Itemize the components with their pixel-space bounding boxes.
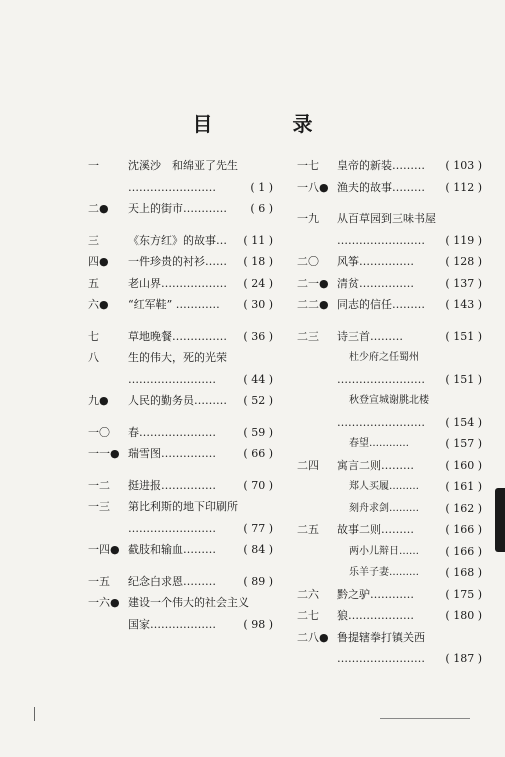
- entry-number: 一八●: [297, 180, 329, 194]
- toc-entry[interactable]: [88, 518, 273, 540]
- toc-entry[interactable]: [297, 519, 482, 541]
- scan-bottom-line: [380, 718, 470, 719]
- entry-number: 二〇: [297, 255, 319, 268]
- entry-title: 草地晚餐……………: [128, 329, 227, 343]
- entry-title: 故事二则………: [337, 523, 414, 536]
- entry-title: 沈溪沙 和绵亚了先生: [128, 159, 238, 172]
- entry-subtitle: 郑人买履………: [349, 481, 419, 492]
- toc-entry[interactable]: [297, 562, 482, 584]
- entry-title: ……………………: [337, 652, 425, 665]
- entry-page-number: ( 36 ): [243, 329, 273, 343]
- page-title: 目 录: [192, 112, 343, 136]
- toc-entry[interactable]: [297, 498, 482, 520]
- entry-title: 清贫……………: [337, 276, 414, 290]
- entry-page-number: ( 128 ): [445, 255, 482, 268]
- toc-entry[interactable]: [88, 443, 273, 465]
- entry-page-number: ( 143 ): [445, 298, 482, 311]
- entry-page-number: ( 137 ): [445, 276, 482, 290]
- entry-title: “红军鞋” …………: [128, 298, 220, 311]
- entry-title: 鲁提辖拳打镇关西: [337, 630, 425, 644]
- toc-entry[interactable]: [88, 369, 273, 391]
- entry-title: 寓言二则………: [337, 458, 414, 472]
- entry-title: 建设一个伟大的社会主义: [128, 596, 249, 609]
- entry-title: 一件珍贵的衬衫……: [128, 255, 227, 268]
- entry-title: 渔夫的故事………: [337, 180, 425, 194]
- toc-entry[interactable]: [88, 496, 273, 518]
- entry-subtitle: 两小儿辩日……: [349, 545, 419, 557]
- section-gap: [88, 220, 273, 230]
- entry-page-number: ( 112 ): [445, 180, 482, 194]
- entry-number: 二四: [297, 458, 319, 472]
- entry-subtitle: 秋登宣城谢朓北楼: [349, 395, 429, 406]
- toc-entry[interactable]: [297, 230, 482, 252]
- toc-entry[interactable]: [88, 539, 273, 561]
- toc-entry[interactable]: [297, 412, 482, 434]
- entry-page-number: ( 30 ): [243, 298, 273, 311]
- toc-entry[interactable]: [88, 422, 273, 444]
- entry-page-number: ( 6 ): [250, 202, 273, 215]
- entry-title: 生的伟大，死的光荣: [128, 351, 227, 364]
- entry-number: 一六●: [88, 596, 120, 609]
- entry-number: 一七: [297, 159, 319, 172]
- entry-page-number: ( 84 ): [243, 543, 273, 556]
- toc-entry[interactable]: [297, 177, 482, 199]
- entry-page-number: ( 52 ): [243, 394, 273, 407]
- toc-entry[interactable]: [88, 571, 273, 593]
- entry-title: ……………………: [337, 415, 425, 429]
- entry-title: 《东方红》的故事…: [128, 233, 227, 247]
- toc-entry[interactable]: [88, 251, 273, 273]
- entry-page-number: ( 44 ): [243, 372, 273, 386]
- entry-number: 一九: [297, 212, 319, 225]
- entry-title: 老山界………………: [128, 276, 227, 290]
- entry-page-number: ( 151 ): [445, 372, 482, 386]
- entry-title: 同志的信任………: [337, 298, 425, 311]
- toc-entry[interactable]: [297, 294, 482, 316]
- toc-entry[interactable]: [297, 605, 482, 627]
- entry-number: 一〇: [88, 425, 110, 439]
- entry-page-number: ( 77 ): [243, 521, 273, 535]
- entry-number: 三: [88, 233, 99, 247]
- entry-page-number: ( 98 ): [243, 617, 273, 631]
- entry-title: 从百草园到三味书屋: [337, 212, 436, 225]
- entry-number: 二七: [297, 609, 319, 622]
- section-gap: [297, 316, 482, 326]
- toc-right-column: [297, 155, 482, 670]
- toc-entry[interactable]: [88, 273, 273, 295]
- entry-number: 二八●: [297, 630, 329, 644]
- scan-corner-mark: [34, 707, 35, 721]
- entry-number: 一二: [88, 478, 110, 492]
- toc-entry[interactable]: [297, 476, 482, 498]
- entry-title: 狼………………: [337, 609, 414, 622]
- entry-number: 二五: [297, 523, 319, 536]
- toc-entry[interactable]: [297, 584, 482, 606]
- entry-subtitle: 乐羊子妻………: [349, 567, 419, 578]
- entry-title: 黔之驴…………: [337, 587, 414, 601]
- entry-page-number: ( 119 ): [445, 233, 482, 247]
- section-gap: [88, 561, 273, 571]
- entry-page-number: ( 70 ): [243, 478, 273, 492]
- toc-entry[interactable]: [297, 455, 482, 477]
- entry-title: 第比利斯的地下印刷所: [128, 500, 238, 513]
- section-gap: [88, 465, 273, 475]
- entry-title: 国家………………: [128, 617, 216, 631]
- entry-page-number: ( 151 ): [445, 329, 482, 343]
- entry-page-number: ( 166 ): [445, 544, 482, 558]
- toc-entry[interactable]: [88, 390, 273, 412]
- toc-entry[interactable]: [88, 230, 273, 252]
- toc-entry[interactable]: [297, 369, 482, 391]
- entry-title: 风筝……………: [337, 255, 414, 268]
- entry-number: 一三: [88, 500, 110, 513]
- entry-number: 一四●: [88, 543, 120, 556]
- toc-entry[interactable]: [297, 208, 482, 230]
- toc-entry[interactable]: [88, 614, 273, 636]
- entry-subtitle: 春望…………: [349, 438, 409, 449]
- entry-page-number: ( 1 ): [250, 180, 273, 194]
- entry-page-number: ( 180 ): [445, 609, 482, 622]
- entry-page-number: ( 11 ): [243, 233, 273, 247]
- toc-entry[interactable]: [297, 648, 482, 670]
- toc-entry[interactable]: [88, 592, 273, 614]
- section-gap: [88, 412, 273, 422]
- toc-entry[interactable]: [88, 177, 273, 199]
- entry-title: 诗三首………: [337, 329, 403, 343]
- entry-number: 一五: [88, 574, 110, 588]
- entry-title: 天上的街市…………: [128, 202, 227, 215]
- entry-page-number: ( 89 ): [243, 574, 273, 588]
- entry-number: 六●: [88, 298, 109, 311]
- entry-number: 一: [88, 159, 99, 172]
- entry-page-number: ( 161 ): [445, 480, 482, 493]
- entry-title: ……………………: [337, 233, 425, 247]
- entry-number: 八: [88, 351, 99, 364]
- entry-subtitle: 刻舟求剑………: [349, 502, 419, 514]
- entry-title: ……………………: [128, 521, 216, 535]
- section-gap: [88, 316, 273, 326]
- entry-title: 截肢和输血………: [128, 543, 216, 556]
- toc-entry[interactable]: [88, 294, 273, 316]
- entry-page-number: ( 166 ): [445, 523, 482, 536]
- toc-entry[interactable]: [88, 155, 273, 177]
- entry-number: 九●: [88, 394, 109, 407]
- entry-title: 纪念白求恩………: [128, 574, 216, 588]
- entry-number: 二三: [297, 329, 319, 343]
- entry-page-number: ( 168 ): [445, 566, 482, 579]
- entry-page-number: ( 157 ): [445, 437, 482, 450]
- entry-subtitle: 杜少府之任蜀州: [349, 352, 419, 363]
- entry-page-number: ( 187 ): [445, 652, 482, 665]
- toc-entry[interactable]: [88, 326, 273, 348]
- entry-number: 二二●: [297, 298, 329, 311]
- toc-entry[interactable]: [297, 155, 482, 177]
- toc-entry[interactable]: [297, 273, 482, 295]
- binding-edge-mark: [495, 488, 505, 552]
- toc-entry[interactable]: [88, 347, 273, 369]
- entry-title: ……………………: [128, 372, 216, 386]
- entry-title: 春…………………: [128, 425, 216, 439]
- entry-number: 七: [88, 329, 99, 343]
- entry-number: 二六: [297, 587, 319, 601]
- entry-number: 四●: [88, 255, 109, 268]
- entry-page-number: ( 175 ): [445, 587, 482, 601]
- entry-number: 二一●: [297, 276, 329, 290]
- entry-title: 皇帝的新装………: [337, 159, 425, 172]
- entry-page-number: ( 66 ): [243, 447, 273, 460]
- entry-page-number: ( 103 ): [445, 159, 482, 172]
- entry-number: 一一●: [88, 447, 120, 460]
- entry-title: 瑞雪图……………: [128, 447, 216, 460]
- entry-title: 人民的勤务员………: [128, 394, 227, 407]
- toc-entry[interactable]: [297, 390, 482, 412]
- entry-number: 五: [88, 276, 99, 290]
- entry-page-number: ( 59 ): [243, 425, 273, 439]
- entry-title: ……………………: [337, 372, 425, 386]
- toc-entry[interactable]: [297, 541, 482, 563]
- entry-title: 挺进报……………: [128, 478, 216, 492]
- toc-entry[interactable]: [297, 251, 482, 273]
- toc-entry[interactable]: [297, 627, 482, 649]
- entry-page-number: ( 160 ): [445, 458, 482, 472]
- entry-title: ……………………: [128, 180, 216, 194]
- toc-left-column: [88, 155, 273, 635]
- toc-entry[interactable]: [297, 326, 482, 348]
- toc-entry[interactable]: [88, 475, 273, 497]
- section-gap: [297, 198, 482, 208]
- toc-entry[interactable]: [297, 347, 482, 369]
- toc-entry[interactable]: [88, 198, 273, 220]
- entry-page-number: ( 24 ): [243, 276, 273, 290]
- entry-page-number: ( 154 ): [445, 415, 482, 429]
- toc-entry[interactable]: [297, 433, 482, 455]
- entry-page-number: ( 18 ): [243, 255, 273, 268]
- entry-number: 二●: [88, 202, 109, 215]
- entry-page-number: ( 162 ): [445, 501, 482, 515]
